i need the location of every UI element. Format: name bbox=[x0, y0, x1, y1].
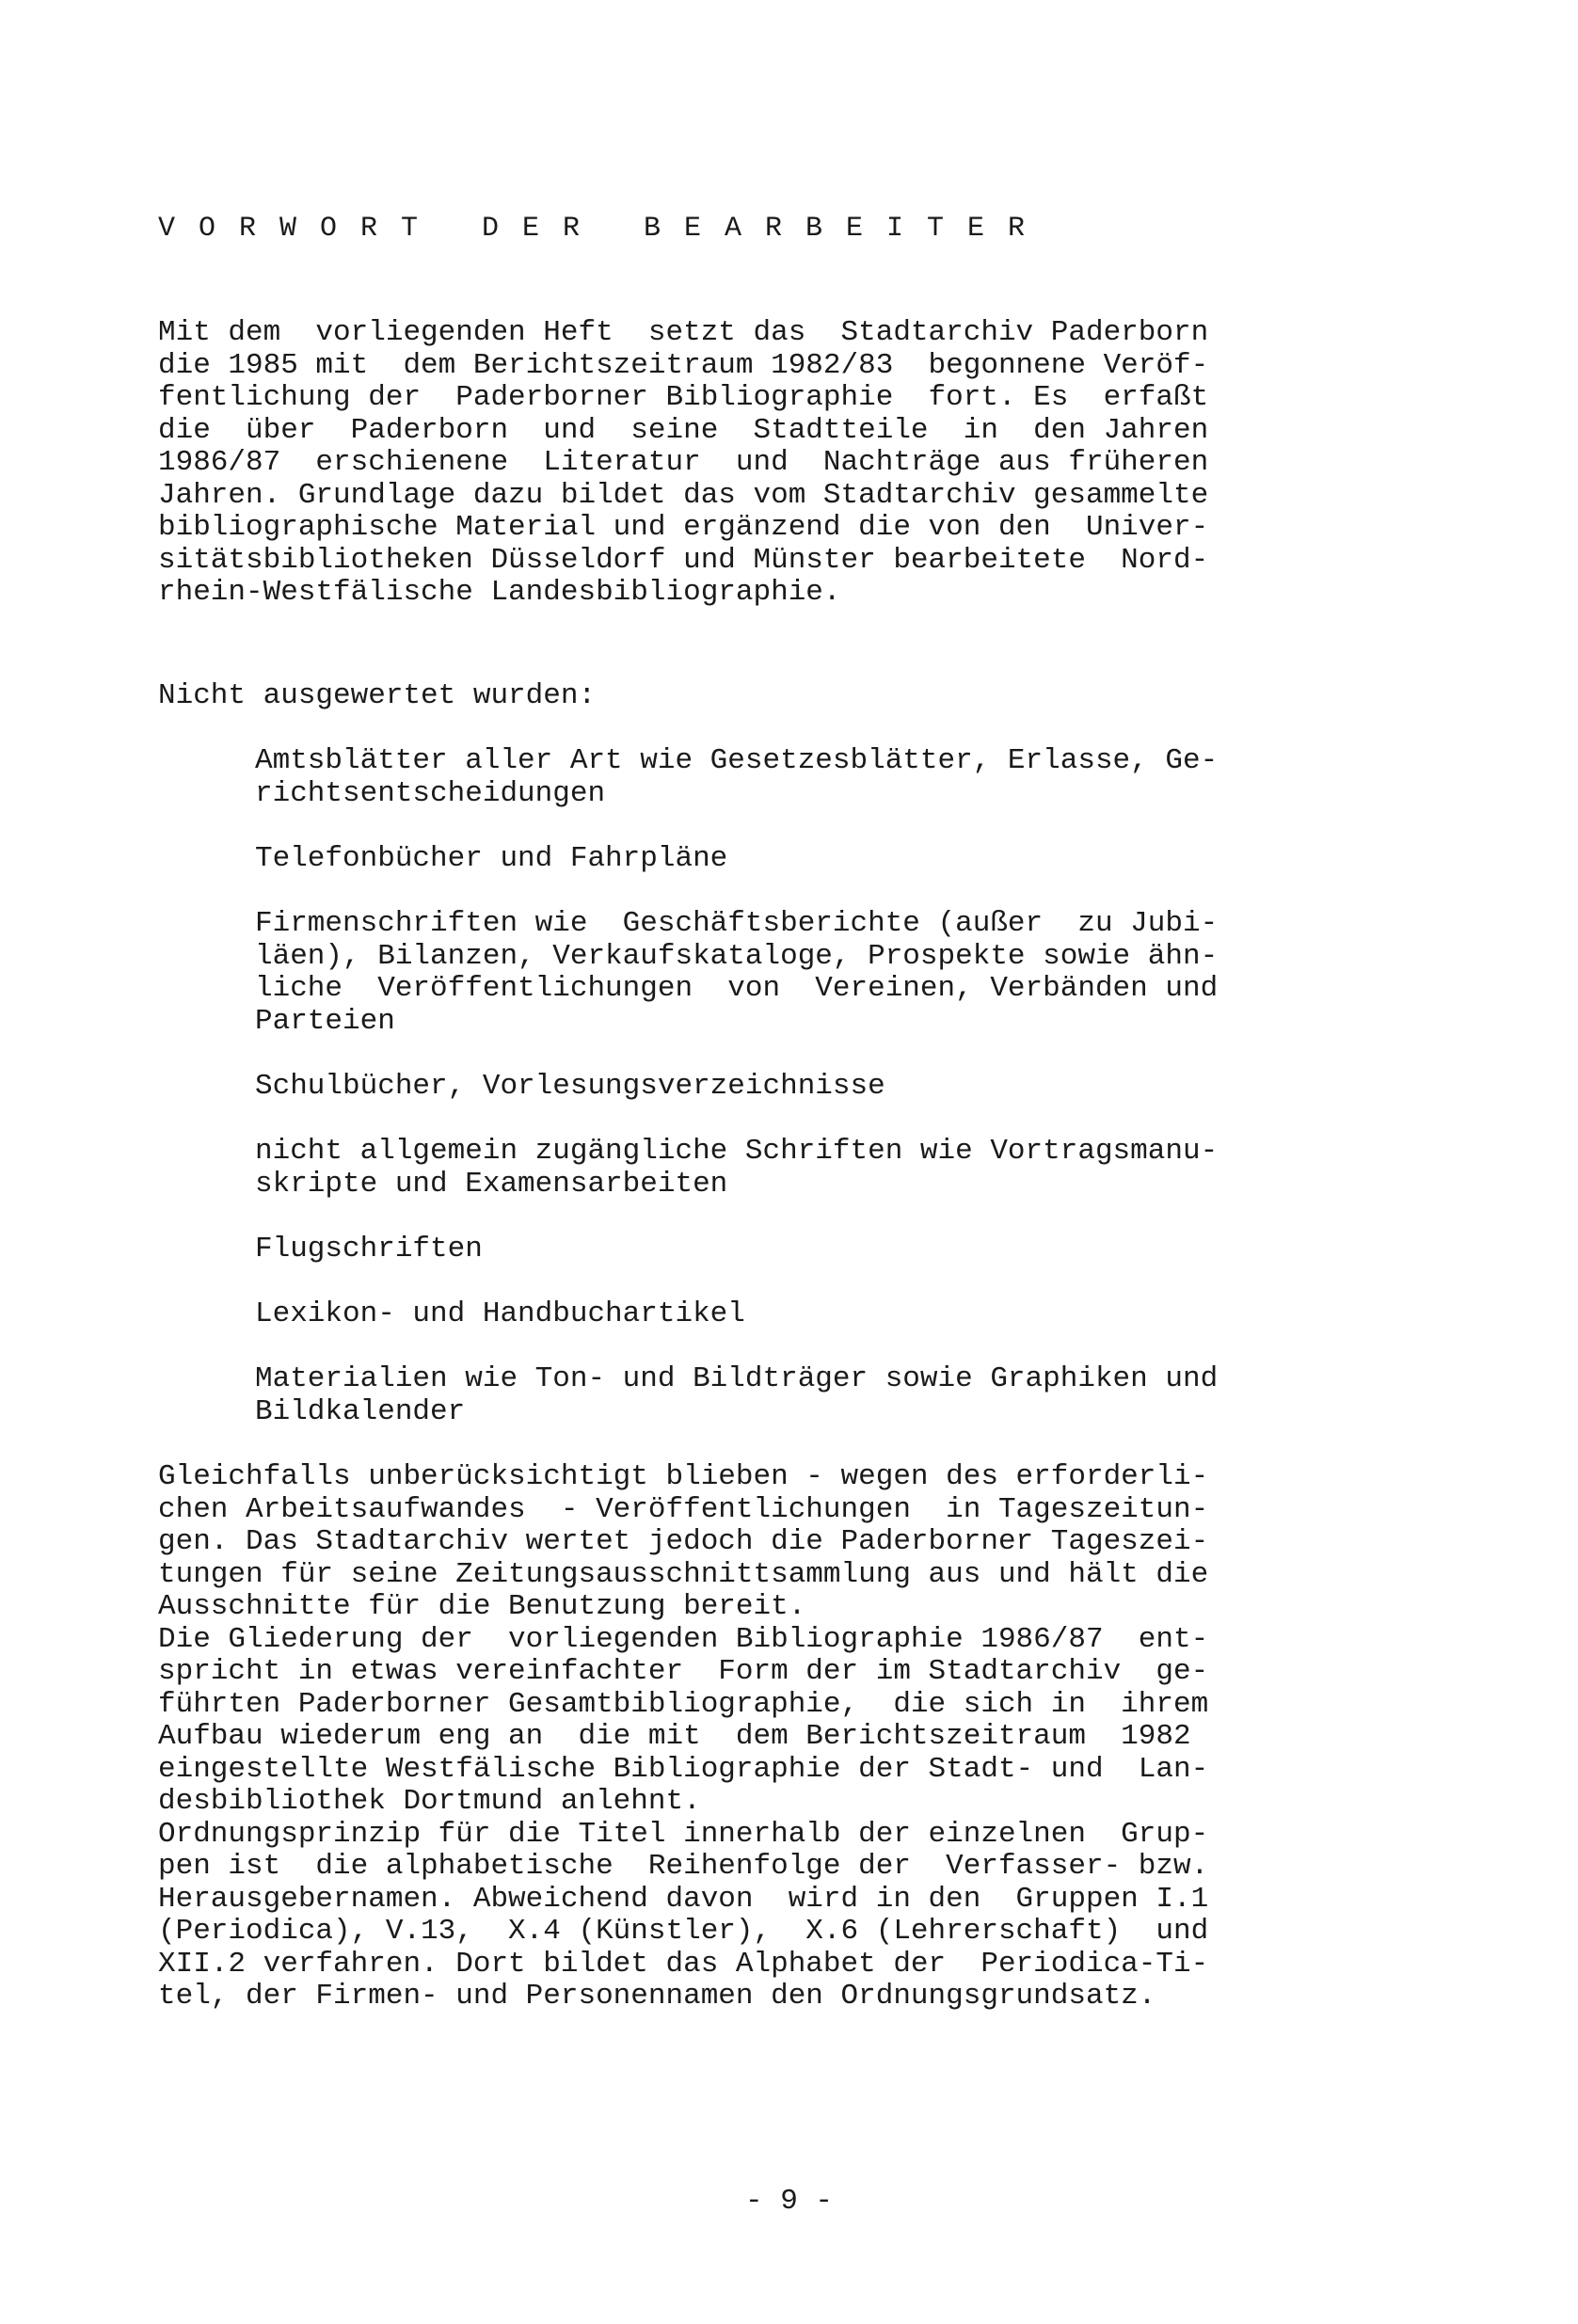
not-evaluated-label: Nicht ausgewertet wurden: bbox=[158, 679, 597, 712]
excluded-item-phone-books: Telefonbücher und Fahrpläne bbox=[255, 842, 728, 875]
excluded-item-unpublished-writings: nicht allgemein zugängliche Schriften wie Vortragsmanu- skripte und Examensarbeiten bbox=[255, 1135, 1219, 1201]
section-heading: VORWORT DER BEARBEITER bbox=[158, 213, 1049, 245]
page-number: - 9 - bbox=[744, 2185, 833, 2218]
excluded-item-company-publications: Firmenschriften wie Geschäftsberichte (außer zu Jubi- läen), Bilanzen, Verkaufskataloge, Prospekte sowie ähn- liche Veröffentlichungen von Vereinen, Verbänden und Parteien bbox=[255, 907, 1219, 1038]
excluded-item-school-books: Schulbücher, Vorlesungsverzeichnisse bbox=[255, 1070, 885, 1103]
excluded-item-pamphlets: Flugschriften bbox=[255, 1233, 483, 1265]
closing-paragraphs: Gleichfalls unberücksichtigt blieben - wegen des erforderli- chen Arbeitsaufwandes - Veröffentlichungen in Tageszeitun- gen. Das Stadtarchiv wertet jedoch die Paderborner Tageszei- tungen für seine Zeitungsausschnittsammlung aus und hält die Ausschnitte für die Benutzung bereit. Die Gliederung der vorliegenden Bibliographie 1986/87 ent- spricht in etwas vereinfachter Form der im Stadtarchiv ge- führten Paderborner Gesamtbibliographie, die sich in ihrem Aufbau wiederum eng an die mit dem Berichtszeitraum 1982 eingestellte Westfälische Bibliographie der Stadt- und Lan- desbibliothek Dortmund anlehnt. Ordnungsprinzip für die Titel innerhalb der einzelnen Grup- pen ist die alphabetische Reihenfolge der Verfasser- bzw. Herausgebernamen. Abweichend davon wird in den Gruppen I.1 (Periodica), V.13, X.4 (Künstler), X.6 (Lehrerschaft) und XII.2 verfahren. Dort bildet das Alphabet der Periodica-Ti- tel, der Firmen- und Personennamen den Ordnungsgrundsatz. bbox=[158, 1460, 1209, 2013]
excluded-item-official-gazettes: Amtsblätter aller Art wie Gesetzesblätter, Erlasse, Ge- richtsentscheidungen bbox=[255, 744, 1219, 810]
excluded-item-encyclopedia-articles: Lexikon- und Handbuchartikel bbox=[255, 1297, 745, 1330]
intro-paragraph: Mit dem vorliegenden Heft setzt das Stadtarchiv Paderborn die 1985 mit dem Berichtszeitraum 1982/83 begonnene Veröf- fentlichung der Paderborner Bibliographie fort. Es erfaßt die über Paderborn und seine Stadtteile in den Jahren 1986/87 erschienene Literatur und Nachträge aus früheren Jahren. Grundlage dazu bildet das vom Stadtarchiv gesammelte bibliographische Material und ergänzend die von den Univer- sitätsbibliotheken Düsseldorf und Münster bearbeitete Nord- rhein-Westfälische Landesbibliographie. bbox=[158, 316, 1209, 609]
excluded-item-media-materials: Materialien wie Ton- und Bildträger sowie Graphiken und Bildkalender bbox=[255, 1362, 1219, 1428]
